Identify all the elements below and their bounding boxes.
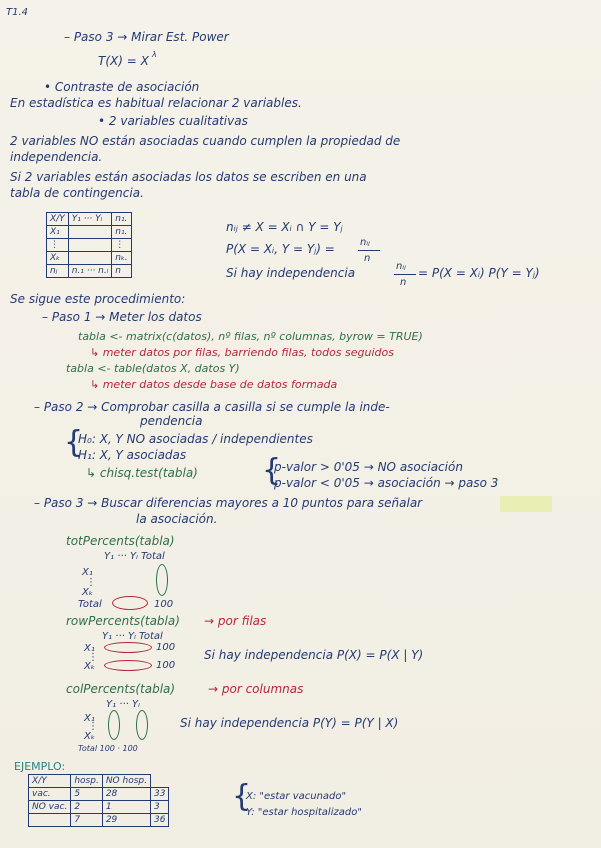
paso1-label: – Paso 1 → Meter los datos bbox=[42, 310, 202, 324]
formula-indep-rhs: = P(X = Xᵢ) P(Y = Yⱼ) bbox=[418, 266, 540, 280]
formula-nij: nᵢⱼ ≠ X = Xᵢ ∩ Y = Yⱼ bbox=[226, 220, 343, 234]
col-yl-ellipse bbox=[136, 710, 148, 740]
power-formula: T(X) = X bbox=[98, 54, 149, 68]
ej-cell: vac. bbox=[29, 788, 71, 801]
definitions-brace: { bbox=[232, 779, 252, 814]
totpercents-100: 100 bbox=[154, 599, 174, 610]
ct-cell: ⋮ bbox=[112, 239, 131, 252]
contraste-line-2: • 2 variables cualitativas bbox=[98, 114, 248, 128]
rowpercents-note: → por filas bbox=[204, 614, 267, 628]
contingency-table bbox=[46, 212, 132, 278]
tabla-matrix-note: ↳ meter datos por filas, barriendo filas, todos seguidos bbox=[90, 346, 394, 359]
rowpercents-x1: X₁ bbox=[84, 643, 95, 654]
ct-cell: Y₁ ··· Yₗ bbox=[68, 213, 112, 226]
totpercents-title: totPercents(tabla) bbox=[66, 534, 175, 548]
rowpercents-indep: Si hay independencia P(X) = P(X | Y) bbox=[204, 648, 424, 662]
formula-prob-lhs: P(X = Xᵢ, Y = Yⱼ) = bbox=[226, 242, 335, 256]
paso3-line-b: la asociación. bbox=[136, 512, 218, 526]
colpercents-note: → por columnas bbox=[208, 682, 304, 696]
formula-prob-num: nᵢⱼ bbox=[360, 237, 370, 248]
ejemplo-title: EJEMPLO: bbox=[14, 760, 66, 773]
ej-cell: X/Y bbox=[29, 775, 71, 788]
ej-cell: 3 bbox=[150, 801, 168, 814]
h1-line: H₁: X, Y asociadas bbox=[78, 448, 187, 462]
ct-cell: nⱼ bbox=[47, 265, 69, 278]
ej-cell: 33 bbox=[150, 788, 168, 801]
highlight-mark bbox=[500, 496, 552, 512]
ct-cell: Xₖ bbox=[47, 252, 69, 265]
totpercents-header: Y₁ ··· Yₗ Total bbox=[104, 551, 165, 562]
pvalue-greater: p-valor > 0'05 → NO asociación bbox=[274, 460, 463, 474]
paso2-line-a: – Paso 2 → Comprobar casilla a casilla si se cumple la inde- bbox=[34, 400, 390, 414]
ct-cell bbox=[68, 226, 112, 239]
colpercents-header: Y₁ ··· Yₗ bbox=[106, 699, 140, 710]
rowpercents-100a: 100 bbox=[156, 642, 176, 653]
tabla-matrix-code: tabla <- matrix(c(datos), nº filas, nº columnas, byrow = TRUE) bbox=[78, 330, 423, 343]
ej-cell: 36 bbox=[150, 814, 168, 827]
colpercents-total: Total 100 · 100 bbox=[78, 744, 138, 753]
hypothesis-brace: { bbox=[64, 425, 84, 460]
pvalue-less: p-valor < 0'05 → asociación → paso 3 bbox=[274, 476, 499, 490]
formula-indep-num: nᵢⱼ bbox=[396, 261, 406, 272]
tabla-table-note: ↳ meter datos desde base de datos formada bbox=[90, 378, 338, 391]
vdots: ⋮ bbox=[86, 577, 96, 588]
ct-cell: n₁. bbox=[112, 213, 131, 226]
rowpercents-xk: Xₖ bbox=[84, 661, 96, 672]
ct-cell: n bbox=[112, 265, 131, 278]
ct-cell bbox=[68, 239, 112, 252]
totpercents-xk: Xₖ bbox=[82, 587, 94, 598]
lambda-exponent: λ bbox=[152, 50, 157, 59]
ej-cell: 1 bbox=[102, 801, 150, 814]
contraste-title: • Contraste de asociación bbox=[44, 80, 200, 94]
contraste-line-1: En estadística es habitual relacionar 2 variables. bbox=[10, 96, 302, 110]
ct-cell: ⋮ bbox=[47, 239, 69, 252]
x-definition: X: "estar vacunado" bbox=[246, 791, 347, 802]
pvalue-brace: { bbox=[262, 453, 282, 488]
ej-cell bbox=[29, 814, 71, 827]
paso2-line-b: pendencia bbox=[140, 414, 203, 428]
fraction-bar bbox=[358, 250, 380, 251]
fraction-bar bbox=[394, 274, 416, 275]
formula-indep-lhs: Si hay independencia bbox=[226, 266, 356, 280]
ej-cell: 7 bbox=[71, 814, 102, 827]
row-xk-ellipse bbox=[104, 660, 152, 671]
paso3-line-a: – Paso 3 → Buscar diferencias mayores a 10 puntos para señalar bbox=[34, 496, 423, 510]
ct-cell: n₁. bbox=[112, 226, 131, 239]
contraste-line-6: tabla de contingencia. bbox=[10, 186, 144, 200]
ejemplo-table bbox=[28, 774, 169, 827]
ct-cell: nₖ. bbox=[112, 252, 131, 265]
colpercents-indep: Si hay independencia P(Y) = P(Y | X) bbox=[180, 716, 399, 730]
contraste-line-5: Si 2 variables están asociadas los datos se escriben en una bbox=[10, 170, 367, 184]
total-row-ellipse bbox=[112, 596, 148, 610]
h0-line: H₀: X, Y NO asociadas / independientes bbox=[78, 432, 313, 446]
contraste-line-4: independencia. bbox=[10, 150, 103, 164]
ej-cell: 29 bbox=[102, 814, 150, 827]
rowpercents-100b: 100 bbox=[156, 660, 176, 671]
formula-prob-den: n bbox=[364, 253, 371, 264]
total-column-ellipse bbox=[156, 564, 168, 596]
colpercents-x1: X₁ bbox=[84, 713, 95, 724]
col-y1-ellipse bbox=[108, 710, 120, 740]
row-x1-ellipse bbox=[104, 642, 152, 653]
vdots: ⋮ bbox=[88, 652, 98, 663]
rowpercents-header: Y₁ ··· Yₗ Total bbox=[102, 631, 163, 642]
ct-cell: X₁ bbox=[47, 226, 69, 239]
ej-cell bbox=[150, 775, 168, 788]
paso3-power: – Paso 3 → Mirar Est. Power bbox=[64, 30, 229, 44]
procedimiento-title: Se sigue este procedimiento: bbox=[10, 292, 186, 306]
ct-cell: n.₁ ··· n.ₗ bbox=[68, 265, 112, 278]
contraste-line-3: 2 variables NO están asociadas cuando cumplen la propiedad de bbox=[10, 134, 401, 148]
ej-cell: 5 bbox=[71, 788, 102, 801]
page-label: T1.4 bbox=[6, 7, 29, 18]
chisq-code: ↳ chisq.test(tabla) bbox=[86, 466, 198, 480]
colpercents-title: colPercents(tabla) bbox=[66, 682, 176, 696]
ej-cell: hosp. bbox=[71, 775, 102, 788]
ct-cell: X/Y bbox=[47, 213, 69, 226]
colpercents-xk: Xₖ bbox=[84, 731, 96, 742]
formula-indep-den: n bbox=[400, 277, 407, 288]
totpercents-total: Total bbox=[78, 599, 102, 610]
vdots: ⋮ bbox=[88, 721, 98, 732]
ct-cell bbox=[68, 252, 112, 265]
rowpercents-title: rowPercents(tabla) bbox=[66, 614, 180, 628]
ej-cell: 28 bbox=[102, 788, 150, 801]
tabla-table-code: tabla <- table(datos X, datos Y) bbox=[66, 362, 240, 375]
y-definition: Y: "estar hospitalizado" bbox=[246, 807, 362, 818]
totpercents-x1: X₁ bbox=[82, 567, 93, 578]
ej-cell: NO vac. bbox=[29, 801, 71, 814]
ej-cell: NO hosp. bbox=[102, 775, 150, 788]
ej-cell: 2 bbox=[71, 801, 102, 814]
